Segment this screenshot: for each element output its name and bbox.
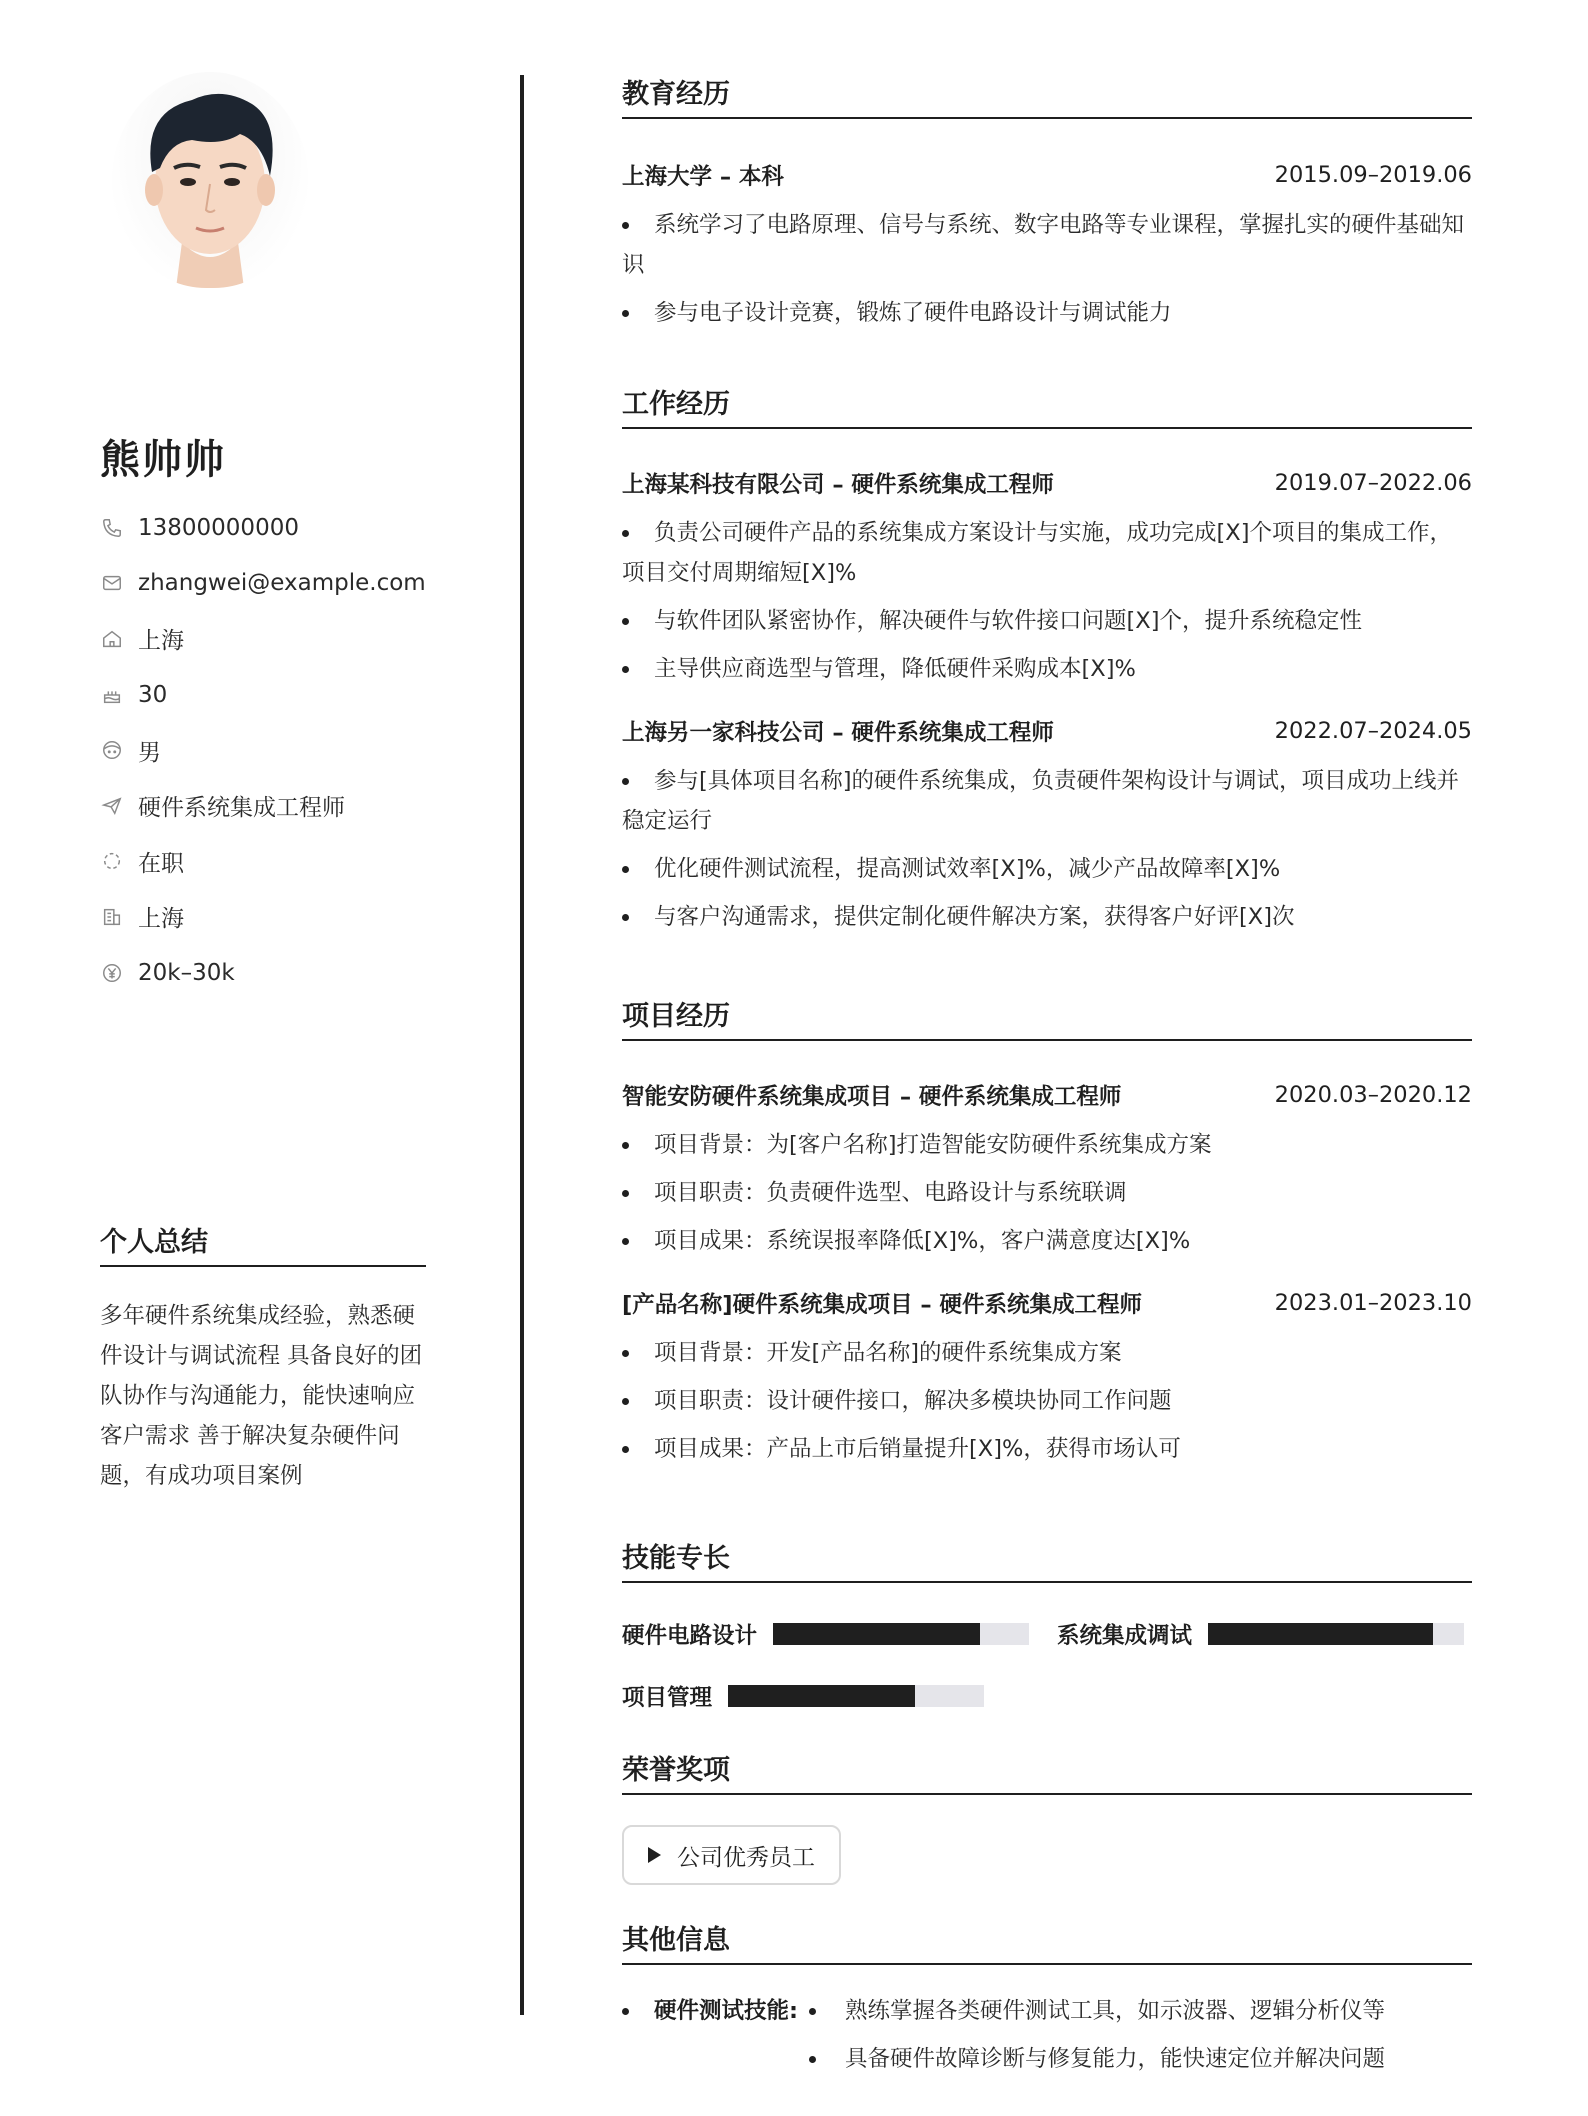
skill-bar-fill [728,1685,915,1707]
contact-position [100,778,426,834]
work-bullets [622,761,1472,937]
gender-icon [100,738,124,762]
contact-gender [100,722,426,778]
contact-email [100,556,426,612]
phone-icon [100,516,124,540]
work-entry-heading [622,715,1472,747]
projects-section [622,994,1472,1536]
list-item: 项目成果：产品上市后销量提升[X]%，获得市场认可 [622,1429,1472,1469]
skill-name: 项目管理 [622,1685,713,1711]
project-entry-heading [622,1287,1472,1319]
entry-date: 2015.09–2019.06 [1274,162,1472,188]
other-label: 硬件测试技能: [622,1991,809,2079]
entry-title: [产品名称]硬件系统集成项目 – 硬件系统集成工程师 [622,1292,1142,1318]
summary-title: 个人总结 [100,1220,426,1267]
contact-text: 30 [138,681,168,708]
project-entry-heading [622,1079,1472,1111]
contact-status [100,834,426,890]
section-title: 荣誉奖项 [622,1748,1472,1795]
entry-title: 上海某科技有限公司 – 硬件系统集成工程师 [622,472,1054,498]
section-title: 工作经历 [622,382,1472,429]
contact-city [100,889,426,945]
list-item: 项目背景：为[客户名称]打造智能安防硬件系统集成方案 [622,1125,1472,1165]
skill-list [622,1603,1472,1727]
list-item: 系统学习了电路原理、信号与系统、数字电路等专业课程，掌握扎实的硬件基础知识 [622,205,1472,285]
avatar [112,72,308,288]
entry-title: 智能安防硬件系统集成项目 – 硬件系统集成工程师 [622,1084,1122,1110]
skill-bar-fill [773,1623,980,1645]
award-badge[interactable] [622,1825,841,1885]
list-item: 项目职责：设计硬件接口，解决多模块协同工作问题 [622,1381,1472,1421]
contact-text: 硬件系统集成工程师 [138,795,345,822]
entry-date: 2023.01–2023.10 [1274,1290,1472,1316]
work-entry-heading [622,467,1472,499]
contact-location [100,611,426,667]
column-divider [520,75,524,2015]
list-item: 参与[具体项目名称]的硬件系统集成，负责硬件架构设计与调试，项目成功上线并稳定运行 [622,761,1472,841]
skills-section [622,1536,1472,1748]
list-item: 主导供应商选型与管理，降低硬件采购成本[X]% [622,649,1472,689]
other-row [622,1991,1472,2079]
paper-plane-icon [100,794,124,818]
main-content [622,72,1472,2079]
list-item: 负责公司硬件产品的系统集成方案设计与实施，成功完成[X]个项目的集成工作，项目交付周期缩短[X]% [622,513,1472,593]
contact-text: 男 [138,739,161,766]
entry-date: 2022.07–2024.05 [1274,718,1472,744]
entry-title: 上海另一家科技公司 – 硬件系统集成工程师 [622,720,1054,746]
skill-name: 硬件电路设计 [622,1623,758,1649]
project-bullets [622,1333,1472,1469]
play-icon [648,1847,661,1863]
building-icon [100,905,124,929]
honors-section [622,1748,1472,1918]
section-title: 其他信息 [622,1918,1472,1965]
contact-phone [100,500,426,556]
skill-bar [773,1623,1029,1645]
contact-text: 上海 [138,906,184,933]
contact-text: 在职 [138,850,184,877]
home-icon [100,627,124,651]
summary-text: 多年硬件系统集成经验，熟悉硬件设计与调试流程 具备良好的团队协作与沟通能力，能快速响应客户需求 善于解决复杂硬件问题，有成功项目案例 [100,1303,423,1489]
other-section [622,1918,1472,2079]
list-item: 项目成果：系统误报率降低[X]%，客户满意度达[X]% [622,1221,1472,1261]
list-item: 熟练掌握各类硬件测试工具，如示波器、逻辑分析仪等 [809,1991,1385,2031]
status-icon [100,849,124,873]
contact-text: 13800000000 [138,514,299,541]
candidate-name: 熊帅帅 [100,437,226,483]
other-bullets [809,1991,1385,2079]
award-label: 公司优秀员工 [677,1844,815,1871]
work-bullets [622,513,1472,689]
project-bullets [622,1125,1472,1261]
contact-salary [100,945,426,1001]
skill-item [622,1665,984,1727]
skill-bar-fill [1208,1623,1433,1645]
education-entry-heading [622,159,1472,191]
skill-bar [1208,1623,1464,1645]
sidebar [0,0,520,2116]
work-section [622,382,1472,994]
section-title: 教育经历 [622,72,1472,119]
section-title: 技能专长 [622,1536,1472,1583]
contact-text: zhangwei@example.com [138,570,426,597]
skill-name: 系统集成调试 [1057,1623,1193,1649]
section-title: 项目经历 [622,994,1472,1041]
skill-bar [728,1685,984,1707]
portrait-image [112,72,308,288]
contact-list [100,500,426,1000]
salary-icon [100,961,124,985]
education-section [622,72,1472,382]
entry-date: 2020.03–2020.12 [1274,1082,1472,1108]
mail-icon [100,571,124,595]
contact-text: 上海 [138,628,184,655]
list-item: 项目背景：开发[产品名称]的硬件系统集成方案 [622,1333,1472,1373]
list-item: 具备硬件故障诊断与修复能力，能快速定位并解决问题 [809,2039,1385,2079]
skill-item [622,1603,1057,1665]
list-item: 项目职责：负责硬件选型、电路设计与系统联调 [622,1173,1472,1213]
cake-icon [100,683,124,707]
list-item: 参与电子设计竞赛，锻炼了硬件电路设计与调试能力 [622,293,1472,333]
list-item: 优化硬件测试流程，提高测试效率[X]%，减少产品故障率[X]% [622,849,1472,889]
education-bullets [622,205,1472,333]
skill-item [1057,1603,1464,1665]
list-item: 与客户沟通需求，提供定制化硬件解决方案，获得客户好评[X]次 [622,897,1472,937]
entry-date: 2019.07–2022.06 [1274,470,1472,496]
contact-age [100,667,426,723]
entry-title: 上海大学 – 本科 [622,164,784,190]
list-item: 与软件团队紧密协作，解决硬件与软件接口问题[X]个，提升系统稳定性 [622,601,1472,641]
contact-text: 20k–30k [138,959,235,986]
